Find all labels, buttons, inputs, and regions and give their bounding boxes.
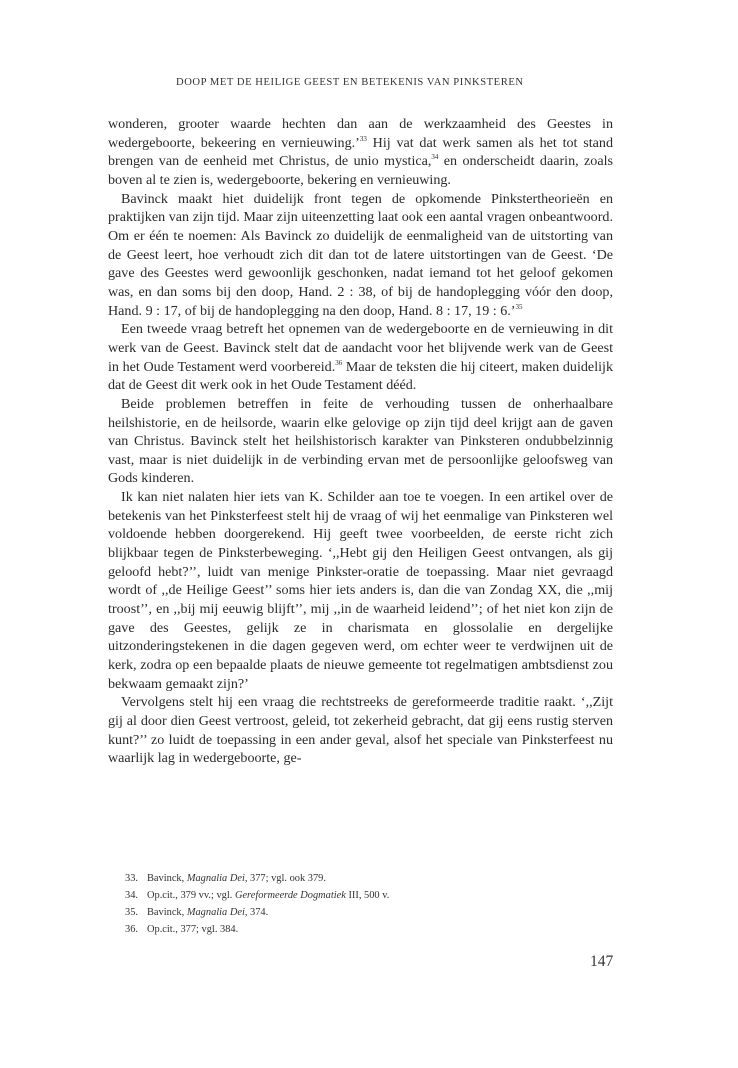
paragraph (108, 320, 613, 395)
footnote-reference: 33 (359, 134, 367, 143)
footnote-reference: 35 (515, 302, 523, 311)
footnote-reference: 36 (335, 358, 343, 367)
footnote-text: , 377; vgl. ook 379. (244, 873, 326, 884)
text-segment: Ik kan niet nalaten hier iets van K. Schilder aan toe te voegen. In een artikel over de betekenis van het Pinksterfeest stelt hij de vraag of wij het eenmalige van Pinksteren wel voldoende hebben doorgerekend. Hij geeft twee voorbeelden, de eerste richt zich blijkbaar tegen de Pinksterbeweging. ‘,,Hebt gij den Heiligen Geest ontvangen, als gij geloofd hebt?’’, luidt van menige Pinkster-oratie de toepassing. Maar niet gevraagd wordt of ,,de Heilige Geest’’ soms hier iets anders is, dan die van Zondag XX, die ,,mij troost’’, en ,,bij mij eeuwig blijft’’, mij ,,in de waarheid leidend’’; of het niet kon zijn de gave des Geestes, gelijk ze in charismata en glossolalie en dergelijke uitzonderingstekenen in die dagen gegeven werd, om echter weer te verdwijnen uit de kerk, zodra op een bepaalde plaats de nieuwe gemeente tot regelmatigen ambtsdienst zou bekwaam gemaakt zijn?’ (108, 489, 613, 692)
footnote-number: 33. (125, 873, 138, 884)
footnote-number: 34. (125, 890, 138, 902)
text-segment: Vervolgens stelt hij een vraag die rechtstreeks de gereformeerde traditie raakt. ‘,,Zijt gij al door dien Geest vertroost, geleid, tot zekerheid gebracht, dat gij eens rustig sterven kunt?’’ zo luidt de toepassing in een ander geval, alsof het speciale van Pinksterfeest nu waarlijk lag in wedergeboorte, ge- (108, 694, 613, 767)
paragraph (108, 395, 613, 488)
footnote-title: Magnalia Dei (186, 873, 245, 884)
text-segment: Maar de teksten die hij citeert, maken duidelijk dat de Geest dit werk ook in het Oude Testament dééd. (108, 358, 613, 394)
footnote-text: Op.cit., 379 vv.; vgl. (147, 890, 235, 902)
footnote-text: III, 500 v. (345, 890, 390, 902)
footnote (125, 870, 585, 887)
text-segment: Bavinck maakt hiet duidelijk front tegen de opkomende Pinkstertheorieën en praktijken van zijn tijd. Maar zijn uiteenzetting laat ook een aantal vragen onbeantwoord. Om er één te noemen: Als Bavinck zo duidelijk de eenmaligheid van de uitstorting van de Geest leert, hoe verhoudt zich dit dan tot de latere uitstortingen van de Geest. ‘De gave des Geestes werd gewoonlijk geschonken, nadat iemand tot het geloof gekomen was, en dan soms bij den doop, Hand. 2 : 38, of bij de handoplegging vóór den doop, Hand. 9 : 17, of bij de handoplegging na den doop, Hand. 8 : 17, 19 : 6.’ (108, 190, 613, 319)
footnote-title: Magnalia Dei (186, 907, 245, 919)
text-segment: wonderen, grooter waarde hechten dan aan de werkzaamheid des Geestes in wedergeboorte, bekeering en vernieuwing.’ (108, 116, 613, 151)
text-segment: Een tweede vraag betreft het opnemen van de wedergeboorte en de vernieuwing in dit werk van de Geest. Bavinck stelt dat de aandacht voor het blijvende werk van de Geest in het Oude Testament werd voorbereid. (108, 321, 613, 375)
footnote-number: 36. (125, 924, 138, 936)
footnote (125, 904, 585, 921)
footnote-text: Bavinck, (147, 873, 187, 884)
footnote-text: , 374. (244, 907, 269, 919)
paragraph (108, 115, 613, 190)
paragraph (108, 488, 613, 693)
page-number: 147 (590, 953, 614, 970)
footnote-text: Op.cit., 377; vgl. 384. (147, 924, 239, 936)
paragraph (108, 190, 613, 321)
footnote (125, 921, 585, 938)
footnote-title: Gereformeerde Dogmatiek (234, 890, 346, 902)
footnote (125, 887, 585, 904)
footnotes (125, 870, 585, 938)
text-segment: Beide problemen betreffen in feite de verhouding tussen de onherhaalbare heilshistorie, en de heilsorde, waarin elke gelovige op zijn tijd deel krijgt aan de gaven van Christus. Bavinck stelt het heilshistorisch karakter van Pinksteren ondubbelzinnig vast, maar is niet duidelijk in de verbinding ervan met de persoonlijke geloofsweg van Gods kinderen. (108, 395, 613, 487)
footnote-text: Bavinck, (147, 907, 187, 919)
running-header: DOOP MET DE HEILIGE GEEST EN BETEKENIS VAN PINKSTEREN (176, 77, 524, 88)
footnote-reference: 34 (431, 153, 439, 162)
text-segment: Hij vat dat werk samen als het tot stand brengen van de eenheid met Christus, de unio mystica, (108, 134, 613, 170)
body-text (108, 115, 613, 768)
footnote-number: 35. (125, 907, 138, 919)
paragraph (108, 693, 613, 768)
text-segment: en onderscheidt daarin, zoals boven al te zien is, wedergeboorte, bekering en vernieuwing. (108, 153, 613, 188)
